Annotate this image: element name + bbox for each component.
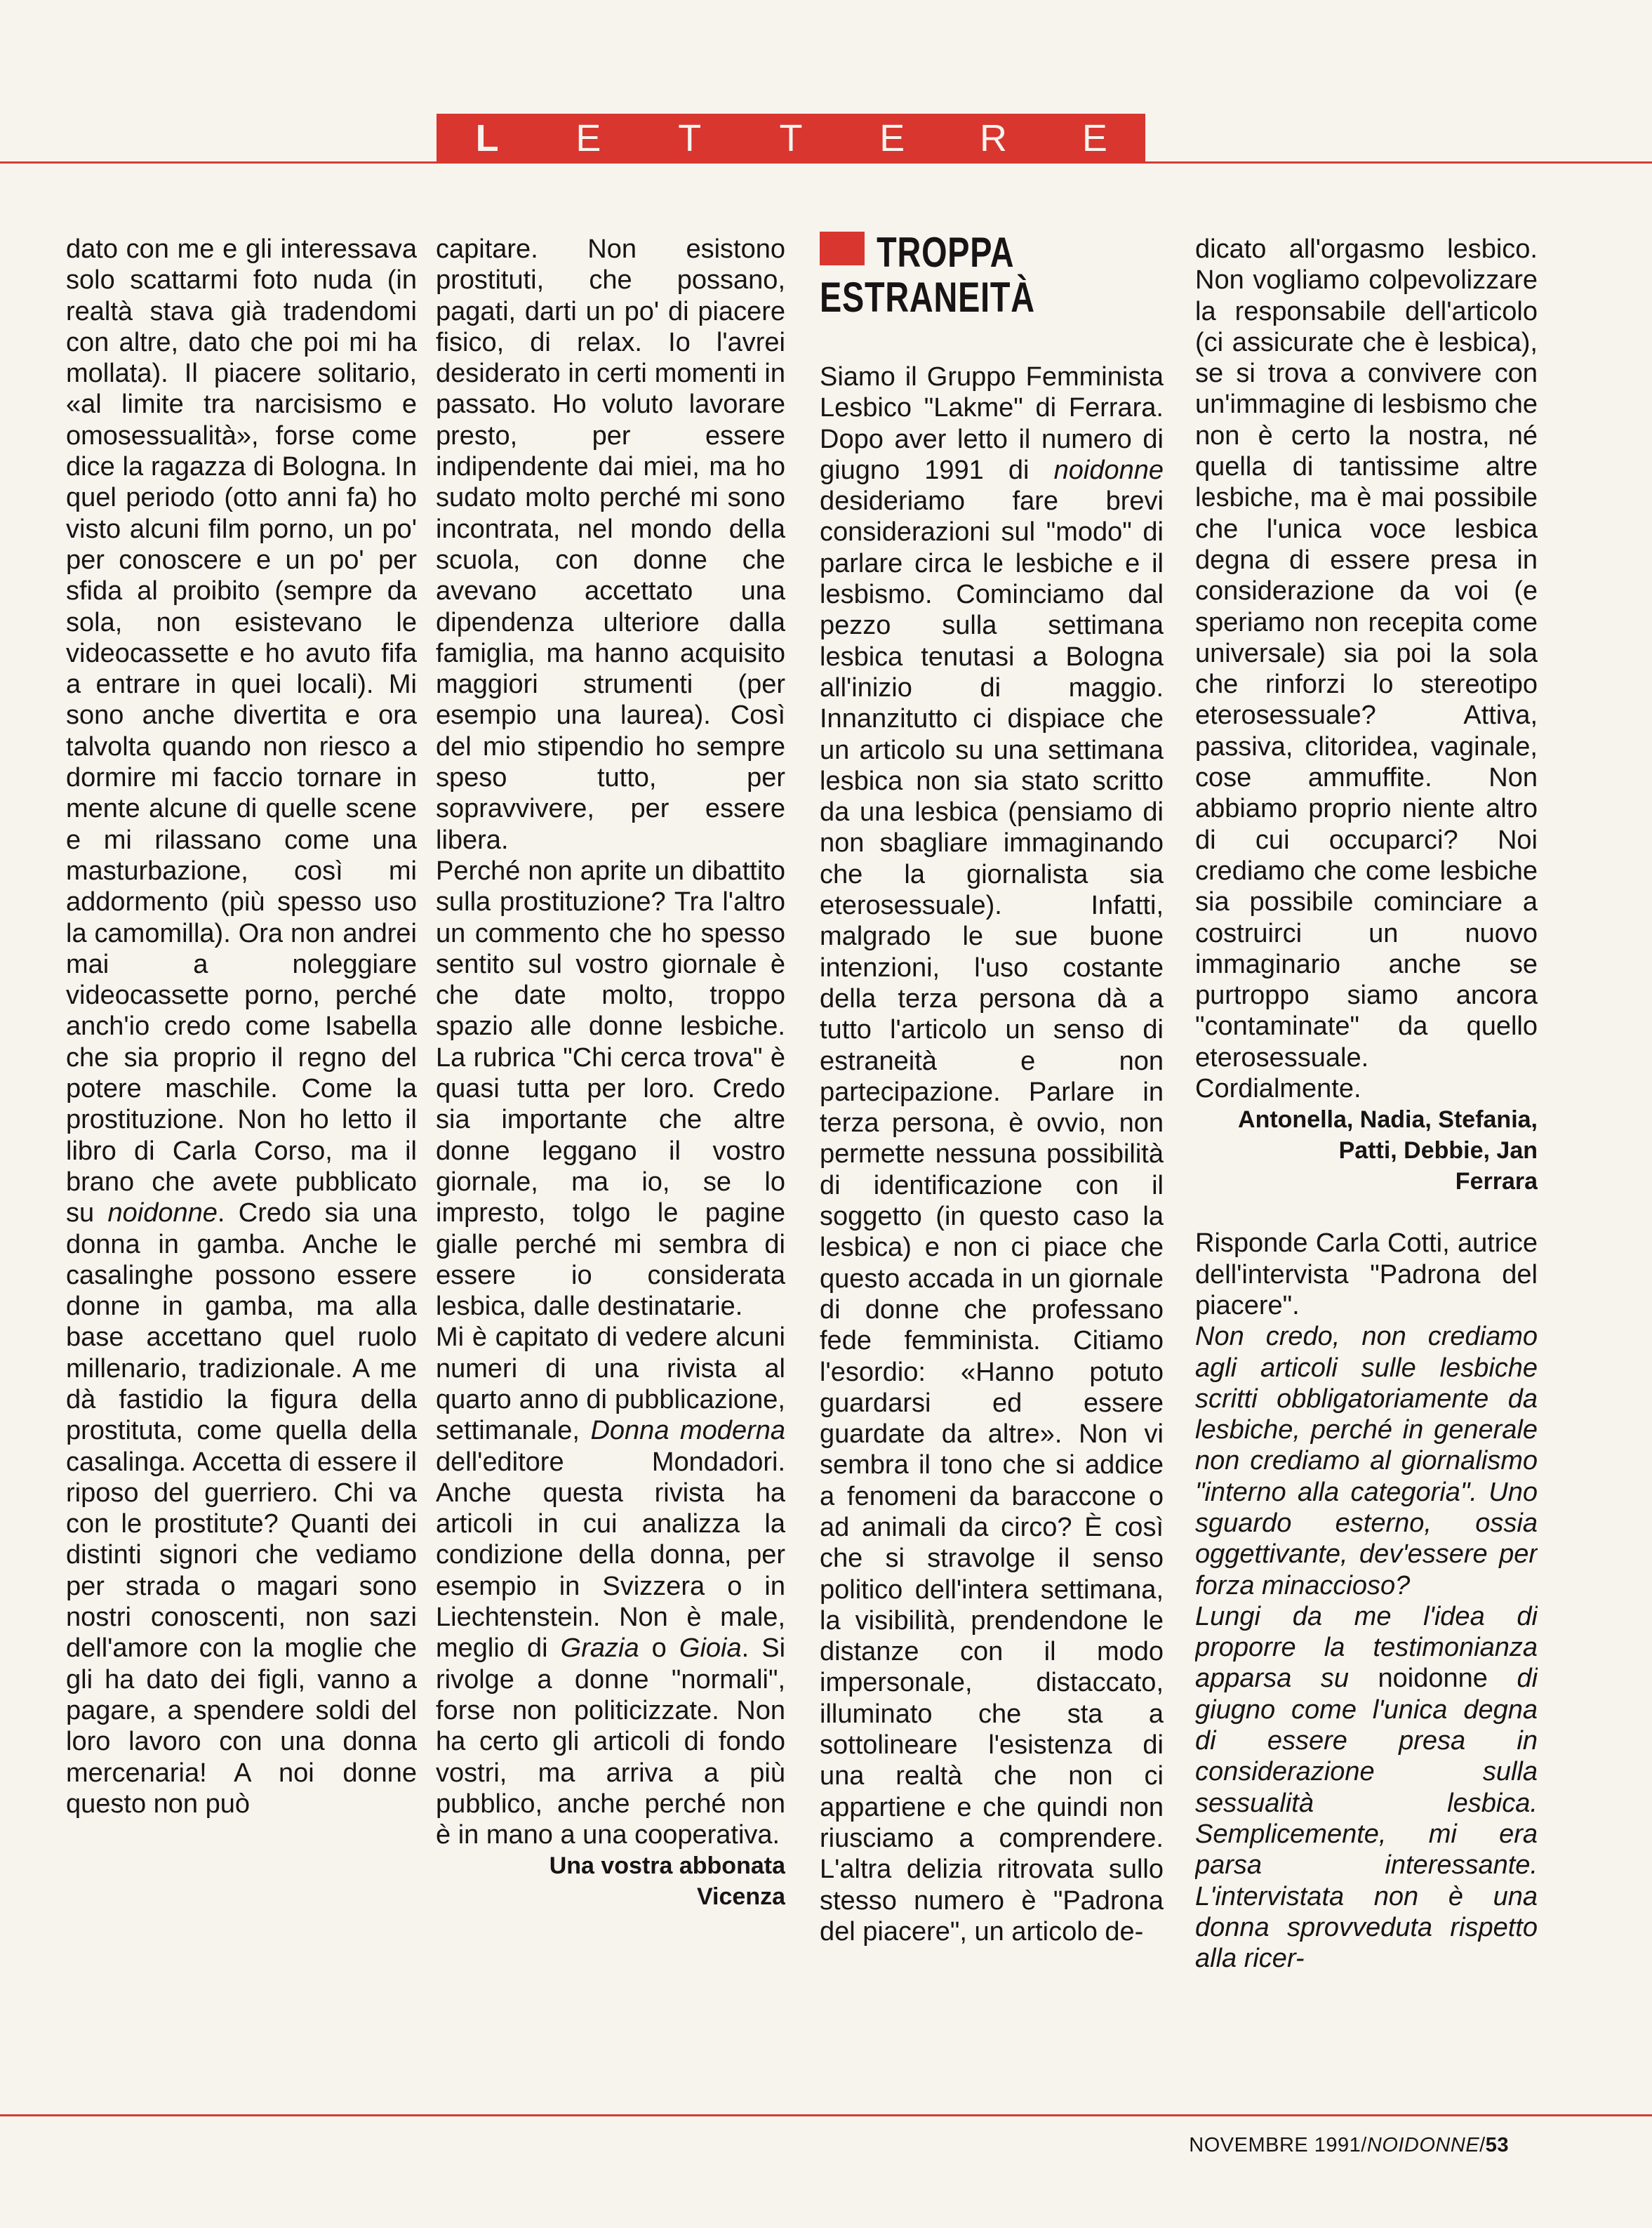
footer-magazine: NOIDONNE xyxy=(1366,2134,1480,2156)
column-1 xyxy=(66,234,417,2087)
letter-body-paragraph xyxy=(66,234,417,1819)
reply-paragraph xyxy=(1195,1321,1538,1601)
body-text: Mi è capitato di vedere alcuni numeri di una rivista al quarto anno di pubblicazione, settimanale, xyxy=(436,1322,785,1446)
body-text: . Si rivolge a donne "normali", forse non politicizzate. Non ha certo gli articoli di fondo vostri, ma arriva a più pubblico, anche perché non è in mano a una cooperativa. xyxy=(436,1633,785,1850)
magazine-name: noidonne xyxy=(1378,1664,1488,1694)
footer-date: NOVEMBRE 1991/ xyxy=(1189,2134,1367,2156)
page-footer xyxy=(1189,2134,1509,2157)
body-text: . Credo sia una donna in gamba. Anche le casalinghe possono essere donne in gamba, ma alla base accettano quel ruolo millenario, tradizionale. A me dà fastidio la figura della prostituta, come quella della casalinga. Accetta di essere il riposo del guerriero. Chi va con le prostitute? Quanti dei distinti signori che vediamo per strada o magari sono nostri conoscenti, non sazi dell'amore con la moglie che gli ha dato dei figli, vanno a pagare, a spendere soldi del loro lavoro con una donna mercenaria! A noi donne questo non può xyxy=(66,1198,417,1819)
headline-line-1 xyxy=(820,230,1093,275)
letter-body-paragraph xyxy=(436,1322,785,1850)
letter-body-paragraph xyxy=(820,362,1164,1947)
letter-body-paragraph: Perché non aprite un dibattito sulla prostituzione? Tra l'altro un commento che ho spesso sentito sul vostro giornale è che date molto, troppo spazio alle donne lesbiche. La rubrica "Chi cerca trova" è quasi tutta per loro. Credo sia importante che altre donne leggano il vostro giornale, ma io, se lo impresto, tolgo le pagine gialle perché mi sembra di essere io considerata lesbica, dalle destinatarie. xyxy=(436,856,785,1322)
reply-text: Non credo, non crediamo agli articoli sulle lesbiche scritti obbligatoriamente da lesbiche, perché in generale non crediamo al giornalismo "interno alla categoria". Uno sguardo esterno, ossia oggettivante, dev'essere per forza minaccioso? xyxy=(1195,1322,1538,1600)
letter-body-paragraph: dicato all'orgasmo lesbico. Non vogliamo colpevolizzare la responsabile dell'articolo (ci assicurate che è lesbica), se si trova a convivere con un'immagine di lesbismo che non è certo la nostra, né quella di tantissime altre lesbiche, ma è mai possibile che l'unica voce lesbica degna di essere presa in considerazione da voi (e speriamo non recepita come universale) sia poi la sola che rinforzi lo stereotipo eterosessuale? Attiva, passiva, clitoridea, vaginale, cose ammuffite. Non abbiamo proprio niente altro di cui occuparci? Noi crediamo che come lesbiche sia possibile cominciare a costruirci un nuovo immaginario anche se purtroppo siamo ancora "contaminate" da quello eterosessuale. Cordialmente. xyxy=(1195,234,1538,1104)
body-text: o xyxy=(651,1633,667,1664)
letter-body-paragraph: capitare. Non esistono prostituti, che possano, pagati, darti un po' di piacere fisico, di relax. Io l'avrei desiderato in certi momenti in passato. Ho voluto lavorare presto, per essere indipendente dai miei, ma ho sudato molto perché mi sono incontrata, nel mondo della scuola, con donne che avevano accettato una dipendenza ulteriore dalla famiglia, ma hanno acquisito maggiori strumenti (per esempio una laurea). Così del mio stipendio ho sempre speso tutto, per sopravvivere, per essere libera. xyxy=(436,234,785,855)
column-3 xyxy=(820,362,1164,2088)
article-headline xyxy=(820,230,1093,320)
body-text: dell'editore Mondadori. Anche questa rivista ha articoli in cui analizza la condizione della donna, per esempio in Svizzera o in Liechtenstein. Non è male, meglio di xyxy=(436,1447,785,1664)
magazine-name: noidonne xyxy=(107,1198,218,1228)
letter-signature-city: Ferrara xyxy=(1455,1168,1538,1195)
magazine-name: noidonne xyxy=(1053,455,1164,485)
letter-signature: Patti, Debbie, Jan xyxy=(1338,1137,1538,1165)
reply-text: Lungi da me l'idea di proporre la testimonianza apparsa su xyxy=(1195,1601,1538,1694)
body-text: dato con me e gli interessava solo scattarmi foto nuda (in realtà stava già tradendomi con altre, dato che poi mi ha mollata). Il piacere solitario, «al limite tra narcisismo e omosessualità», forse come dice la ragazza di Bologna. In quel periodo (otto anni fa) ho visto alcuni film porno, un po' per conoscere e un po' per sfida al proibito (sempre da sola, non esistevano le videocassette e ho avuto fifa a entrare in quei locali). Mi sono anche divertita e ora talvolta quando non riesco a dormire mi faccio tornare in mente alcune di quelle scene e mi rilassano come una masturbazione, così mi addormento (più spesso uso la camomilla). Ora non andrei mai a noleggiare videocassette porno, perché anch'io credo come Isabella che sia proprio il regno del potere maschile. Come la prostituzione. Non ho letto il libro di Carla Corso, ma il brano che avete pubblicato su xyxy=(66,234,417,1228)
section-letter: T xyxy=(678,117,702,159)
section-letter: E xyxy=(879,117,905,159)
reply-intro: Risponde Carla Cotti, autrice dell'intervista "Padrona del piacere". xyxy=(1195,1228,1538,1320)
magazine-name: Donna moderna xyxy=(590,1416,785,1446)
section-letter: E xyxy=(575,117,601,159)
letter-signature: Una vostra abbonata xyxy=(549,1852,785,1880)
section-letter: R xyxy=(980,117,1008,159)
headline-text: TROPPA xyxy=(877,229,1015,276)
red-square-marker xyxy=(820,232,865,265)
bottom-rule xyxy=(0,2114,1652,2116)
body-text: desideriamo fare brevi considerazioni sul "modo" di parlare circa le lesbiche e il lesbismo. Cominciamo dal pezzo sulla settimana lesbica tenutasi a Bologna all'inizio di maggio. Innanzitutto ci dispiace che un articolo su una settimana lesbica non sia stato scritto da una lesbica (pensiamo di non sbagliare immaginando che la giornalista sia eterosessuale). Infatti, malgrado le sue buone intenzioni, l'uso costante della terza persona dà a tutto l'articolo un senso di estraneità e non partecipazione. Parlare in terza persona, è ovvio, non permette nessuna possibilità di identificazione con il soggetto (in questo caso la lesbica) e non ci piace che questo accada in un giornale di donne che professano fede femminista. Citiamo l'esordio: «Hanno potuto guardarsi ed essere guardate da altre». Non vi sembra il tono che si addice a fenomeni da baraccone o ad animali da circo? È così che si stravolge il senso politico dell'intera settimana, la visibilità, prendendone le distanze con il modo impersonale, distaccato, illuminato che sta a sottolineare l'esistenza di una realtà che non ci appartiene e che quindi non riusciamo a comprendere. L'altra delizia ritrovata sullo stesso numero è "Padrona del piacere", un articolo de- xyxy=(820,486,1164,1947)
footer-separator: / xyxy=(1479,2134,1486,2156)
page-number: 53 xyxy=(1485,2134,1509,2156)
section-letter: E xyxy=(1081,117,1107,159)
headline-line-2: ESTRANEITÀ xyxy=(820,274,1035,321)
reply-text: di giugno come l'unica degna di essere presa in considerazione sulla sessualità lesbica. Semplicemente, mi era parsa interessante. L'intervistata non è una donna sprovveduta rispetto alla ricer- xyxy=(1195,1664,1538,1974)
letter-signature: Antonella, Nadia, Stefania, xyxy=(1238,1106,1538,1134)
reply-paragraph xyxy=(1195,1601,1538,1975)
column-4 xyxy=(1195,234,1538,2087)
section-header-lettere xyxy=(437,114,1145,163)
section-letter: T xyxy=(779,117,803,159)
magazine-name: Gioia xyxy=(679,1633,742,1664)
body-text: Siamo il Gruppo Femminista Lesbico "Lakme" di Ferrara. Dopo aver letto il numero di giugno 1991 di xyxy=(820,362,1164,485)
magazine-name: Grazia xyxy=(560,1633,639,1664)
letter-signature-city: Vicenza xyxy=(696,1883,785,1911)
column-2 xyxy=(436,234,785,2087)
section-letter: L xyxy=(475,117,499,159)
